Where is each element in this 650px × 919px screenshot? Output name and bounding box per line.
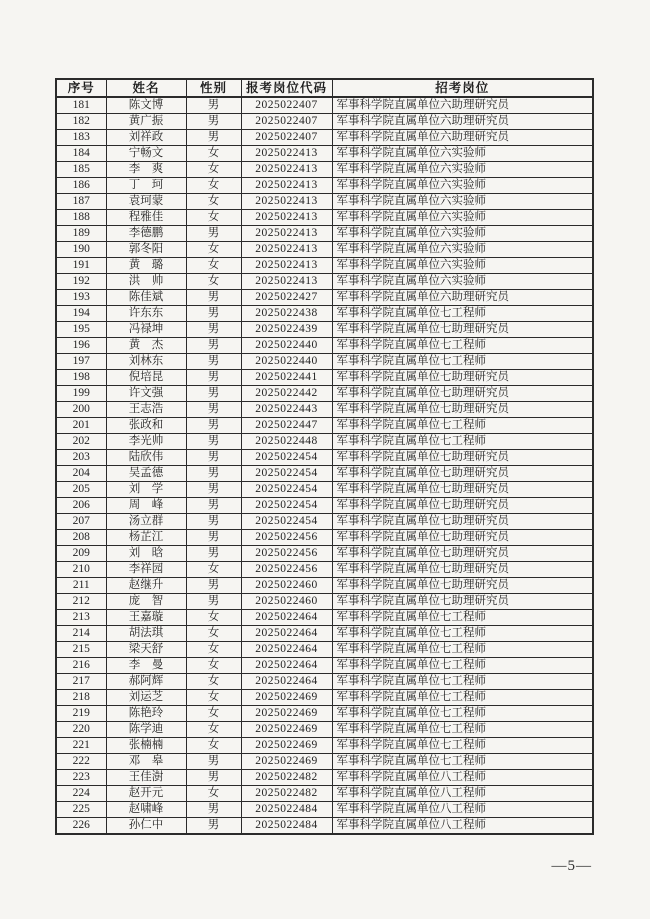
position-cell: 军事科学院直属单位七助理研究员 (332, 594, 593, 610)
table-body (56, 97, 593, 834)
gender-cell: 女 (186, 562, 241, 578)
name-cell: 张政和 (106, 418, 186, 434)
name-cell: 陈文博 (106, 97, 186, 114)
table-row (56, 242, 593, 258)
serial-cell: 219 (56, 706, 106, 722)
code-cell: 2025022413 (241, 178, 332, 194)
position-cell: 军事科学院直属单位七助理研究员 (332, 482, 593, 498)
position-cell: 军事科学院直属单位七工程师 (332, 338, 593, 354)
serial-cell: 188 (56, 210, 106, 226)
code-cell: 2025022454 (241, 514, 332, 530)
code-cell: 2025022439 (241, 322, 332, 338)
code-cell: 2025022469 (241, 690, 332, 706)
name-cell: 陈佳斌 (106, 290, 186, 306)
code-cell: 2025022454 (241, 498, 332, 514)
table-row (56, 194, 593, 210)
gender-cell: 男 (186, 802, 241, 818)
table-row (56, 162, 593, 178)
position-cell: 军事科学院直属单位七工程师 (332, 658, 593, 674)
table-row (56, 290, 593, 306)
name-cell: 李 曼 (106, 658, 186, 674)
position-cell: 军事科学院直属单位七助理研究员 (332, 578, 593, 594)
position-cell: 军事科学院直属单位六助理研究员 (332, 130, 593, 146)
table-row (56, 546, 593, 562)
gender-cell: 男 (186, 754, 241, 770)
table-row (56, 258, 593, 274)
gender-cell: 男 (186, 97, 241, 114)
gender-cell: 男 (186, 498, 241, 514)
table-row (56, 626, 593, 642)
gender-cell: 男 (186, 770, 241, 786)
serial-cell: 220 (56, 722, 106, 738)
gender-cell: 女 (186, 674, 241, 690)
serial-cell: 194 (56, 306, 106, 322)
serial-cell: 185 (56, 162, 106, 178)
position-cell: 军事科学院直属单位八工程师 (332, 786, 593, 802)
serial-cell: 183 (56, 130, 106, 146)
name-cell: 王佳澍 (106, 770, 186, 786)
name-cell: 邓 皋 (106, 754, 186, 770)
serial-cell: 202 (56, 434, 106, 450)
serial-cell: 197 (56, 354, 106, 370)
code-cell: 2025022413 (241, 194, 332, 210)
code-cell: 2025022469 (241, 738, 332, 754)
position-cell: 军事科学院直属单位六助理研究员 (332, 290, 593, 306)
table-header-row (56, 79, 593, 97)
gender-cell: 男 (186, 514, 241, 530)
position-cell: 军事科学院直属单位七工程师 (332, 690, 593, 706)
gender-cell: 女 (186, 722, 241, 738)
code-cell: 2025022454 (241, 466, 332, 482)
code-cell: 2025022464 (241, 642, 332, 658)
serial-cell: 205 (56, 482, 106, 498)
code-cell: 2025022427 (241, 290, 332, 306)
position-cell: 军事科学院直属单位六实验师 (332, 194, 593, 210)
name-cell: 李祥园 (106, 562, 186, 578)
name-cell: 刘祥政 (106, 130, 186, 146)
gender-cell: 男 (186, 450, 241, 466)
position-cell: 军事科学院直属单位七工程师 (332, 674, 593, 690)
table-row (56, 418, 593, 434)
table-row (56, 306, 593, 322)
position-cell: 军事科学院直属单位七助理研究员 (332, 322, 593, 338)
code-cell: 2025022442 (241, 386, 332, 402)
serial-cell: 226 (56, 818, 106, 835)
gender-cell: 男 (186, 354, 241, 370)
gender-cell: 女 (186, 658, 241, 674)
page-number: —5— (551, 858, 592, 874)
gender-cell: 男 (186, 434, 241, 450)
code-cell: 2025022407 (241, 97, 332, 114)
serial-cell: 184 (56, 146, 106, 162)
table-row (56, 722, 593, 738)
table-row (56, 450, 593, 466)
serial-cell: 215 (56, 642, 106, 658)
code-cell: 2025022413 (241, 146, 332, 162)
position-cell: 军事科学院直属单位六实验师 (332, 274, 593, 290)
serial-cell: 203 (56, 450, 106, 466)
position-cell: 军事科学院直属单位七工程师 (332, 626, 593, 642)
gender-cell: 女 (186, 626, 241, 642)
serial-cell: 223 (56, 770, 106, 786)
serial-cell: 186 (56, 178, 106, 194)
table-row (56, 594, 593, 610)
name-cell: 许文强 (106, 386, 186, 402)
table-row (56, 738, 593, 754)
serial-cell: 207 (56, 514, 106, 530)
name-cell: 冯禄坤 (106, 322, 186, 338)
serial-cell: 224 (56, 786, 106, 802)
serial-cell: 217 (56, 674, 106, 690)
name-cell: 刘林东 (106, 354, 186, 370)
gender-cell: 男 (186, 370, 241, 386)
code-cell: 2025022464 (241, 674, 332, 690)
position-cell: 军事科学院直属单位七工程师 (332, 722, 593, 738)
table-row (56, 514, 593, 530)
table-row (56, 754, 593, 770)
table-row (56, 658, 593, 674)
table-row (56, 578, 593, 594)
name-cell: 袁珂蒙 (106, 194, 186, 210)
gender-cell: 男 (186, 466, 241, 482)
table-row (56, 498, 593, 514)
serial-cell: 213 (56, 610, 106, 626)
gender-cell: 男 (186, 418, 241, 434)
table-row (56, 226, 593, 242)
table-row (56, 322, 593, 338)
table-row (56, 786, 593, 802)
gender-cell: 女 (186, 738, 241, 754)
gender-cell: 男 (186, 130, 241, 146)
serial-cell: 196 (56, 338, 106, 354)
position-cell: 军事科学院直属单位七工程师 (332, 642, 593, 658)
code-cell: 2025022413 (241, 162, 332, 178)
position-cell: 军事科学院直属单位八工程师 (332, 770, 593, 786)
code-cell: 2025022469 (241, 706, 332, 722)
serial-cell: 201 (56, 418, 106, 434)
table-row (56, 802, 593, 818)
gender-cell: 女 (186, 690, 241, 706)
name-cell: 赵继升 (106, 578, 186, 594)
gender-cell: 男 (186, 818, 241, 835)
name-cell: 黄 杰 (106, 338, 186, 354)
table-row (56, 210, 593, 226)
name-cell: 刘运芝 (106, 690, 186, 706)
name-cell: 陈艳玲 (106, 706, 186, 722)
position-cell: 军事科学院直属单位七工程师 (332, 354, 593, 370)
code-cell: 2025022438 (241, 306, 332, 322)
name-cell: 周 峰 (106, 498, 186, 514)
serial-cell: 191 (56, 258, 106, 274)
code-cell: 2025022407 (241, 114, 332, 130)
position-cell: 军事科学院直属单位六实验师 (332, 162, 593, 178)
table-row (56, 274, 593, 290)
serial-cell: 208 (56, 530, 106, 546)
serial-cell: 225 (56, 802, 106, 818)
code-cell: 2025022482 (241, 770, 332, 786)
position-cell: 军事科学院直属单位八工程师 (332, 818, 593, 835)
code-cell: 2025022484 (241, 802, 332, 818)
column-header-name: 姓名 (106, 79, 186, 97)
name-cell: 黄 璐 (106, 258, 186, 274)
gender-cell: 男 (186, 546, 241, 562)
serial-cell: 198 (56, 370, 106, 386)
table-row (56, 482, 593, 498)
code-cell: 2025022443 (241, 402, 332, 418)
gender-cell: 男 (186, 114, 241, 130)
position-cell: 军事科学院直属单位七工程师 (332, 610, 593, 626)
position-cell: 军事科学院直属单位六实验师 (332, 242, 593, 258)
gender-cell: 女 (186, 642, 241, 658)
gender-cell: 男 (186, 530, 241, 546)
gender-cell: 女 (186, 242, 241, 258)
code-cell: 2025022456 (241, 562, 332, 578)
position-cell: 军事科学院直属单位七助理研究员 (332, 514, 593, 530)
name-cell: 杨芷江 (106, 530, 186, 546)
position-cell: 军事科学院直属单位七工程师 (332, 754, 593, 770)
gender-cell: 男 (186, 306, 241, 322)
table-row (56, 674, 593, 690)
table-row (56, 386, 593, 402)
serial-cell: 187 (56, 194, 106, 210)
serial-cell: 189 (56, 226, 106, 242)
serial-cell: 181 (56, 97, 106, 114)
serial-cell: 222 (56, 754, 106, 770)
code-cell: 2025022440 (241, 354, 332, 370)
code-cell: 2025022441 (241, 370, 332, 386)
name-cell: 郭冬阳 (106, 242, 186, 258)
name-cell: 宁畅文 (106, 146, 186, 162)
code-cell: 2025022464 (241, 658, 332, 674)
table-row (56, 562, 593, 578)
code-cell: 2025022456 (241, 530, 332, 546)
gender-cell: 男 (186, 402, 241, 418)
gender-cell: 男 (186, 386, 241, 402)
serial-cell: 195 (56, 322, 106, 338)
gender-cell: 男 (186, 322, 241, 338)
table-row (56, 690, 593, 706)
code-cell: 2025022440 (241, 338, 332, 354)
table-row (56, 706, 593, 722)
name-cell: 王志浩 (106, 402, 186, 418)
name-cell: 陈学迪 (106, 722, 186, 738)
position-cell: 军事科学院直属单位六助理研究员 (332, 114, 593, 130)
gender-cell: 男 (186, 594, 241, 610)
name-cell: 许东东 (106, 306, 186, 322)
gender-cell: 女 (186, 162, 241, 178)
gender-cell: 男 (186, 338, 241, 354)
position-cell: 军事科学院直属单位六实验师 (332, 226, 593, 242)
position-cell: 军事科学院直属单位七助理研究员 (332, 450, 593, 466)
gender-cell: 女 (186, 210, 241, 226)
gender-cell: 男 (186, 290, 241, 306)
code-cell: 2025022448 (241, 434, 332, 450)
gender-cell: 女 (186, 194, 241, 210)
position-cell: 军事科学院直属单位七助理研究员 (332, 546, 593, 562)
gender-cell: 女 (186, 610, 241, 626)
serial-cell: 216 (56, 658, 106, 674)
code-cell: 2025022413 (241, 258, 332, 274)
column-header-code: 报考岗位代码 (241, 79, 332, 97)
position-cell: 军事科学院直属单位七工程师 (332, 306, 593, 322)
position-cell: 军事科学院直属单位七助理研究员 (332, 498, 593, 514)
position-cell: 军事科学院直属单位八工程师 (332, 802, 593, 818)
serial-cell: 210 (56, 562, 106, 578)
name-cell: 刘 学 (106, 482, 186, 498)
position-cell: 军事科学院直属单位六实验师 (332, 210, 593, 226)
position-cell: 军事科学院直属单位七助理研究员 (332, 562, 593, 578)
table-row (56, 466, 593, 482)
code-cell: 2025022464 (241, 610, 332, 626)
gender-cell: 女 (186, 178, 241, 194)
position-cell: 军事科学院直属单位七工程师 (332, 418, 593, 434)
code-cell: 2025022484 (241, 818, 332, 835)
gender-cell: 男 (186, 482, 241, 498)
position-cell: 军事科学院直属单位七助理研究员 (332, 386, 593, 402)
position-cell: 军事科学院直属单位七工程师 (332, 706, 593, 722)
name-cell: 郝阿辉 (106, 674, 186, 690)
gender-cell: 女 (186, 258, 241, 274)
serial-cell: 209 (56, 546, 106, 562)
name-cell: 刘 晗 (106, 546, 186, 562)
table-row (56, 178, 593, 194)
serial-cell: 212 (56, 594, 106, 610)
position-cell: 军事科学院直属单位七工程师 (332, 434, 593, 450)
code-cell: 2025022413 (241, 226, 332, 242)
applicants-table (55, 78, 594, 835)
code-cell: 2025022482 (241, 786, 332, 802)
position-cell: 军事科学院直属单位七助理研究员 (332, 530, 593, 546)
table-row (56, 530, 593, 546)
gender-cell: 女 (186, 146, 241, 162)
serial-cell: 182 (56, 114, 106, 130)
serial-cell: 192 (56, 274, 106, 290)
serial-cell: 206 (56, 498, 106, 514)
code-cell: 2025022469 (241, 754, 332, 770)
gender-cell: 男 (186, 578, 241, 594)
serial-cell: 199 (56, 386, 106, 402)
name-cell: 洪 帅 (106, 274, 186, 290)
name-cell: 丁 珂 (106, 178, 186, 194)
serial-cell: 211 (56, 578, 106, 594)
table-row (56, 818, 593, 835)
gender-cell: 女 (186, 706, 241, 722)
name-cell: 赵开元 (106, 786, 186, 802)
table-row (56, 434, 593, 450)
code-cell: 2025022454 (241, 482, 332, 498)
position-cell: 军事科学院直属单位六实验师 (332, 146, 593, 162)
serial-cell: 193 (56, 290, 106, 306)
position-cell: 军事科学院直属单位六助理研究员 (332, 97, 593, 114)
code-cell: 2025022407 (241, 130, 332, 146)
table-row (56, 338, 593, 354)
table-row (56, 146, 593, 162)
code-cell: 2025022454 (241, 450, 332, 466)
name-cell: 梁天舒 (106, 642, 186, 658)
serial-cell: 200 (56, 402, 106, 418)
position-cell: 军事科学院直属单位七工程师 (332, 738, 593, 754)
table-row (56, 770, 593, 786)
column-header-position: 招考岗位 (332, 79, 593, 97)
name-cell: 张楠楠 (106, 738, 186, 754)
code-cell: 2025022447 (241, 418, 332, 434)
name-cell: 庞 智 (106, 594, 186, 610)
name-cell: 胡法琪 (106, 626, 186, 642)
name-cell: 黄广振 (106, 114, 186, 130)
table-row (56, 114, 593, 130)
table-row (56, 610, 593, 626)
name-cell: 李光帅 (106, 434, 186, 450)
table-row (56, 642, 593, 658)
gender-cell: 女 (186, 274, 241, 290)
serial-cell: 218 (56, 690, 106, 706)
serial-cell: 204 (56, 466, 106, 482)
table-row (56, 354, 593, 370)
table-row (56, 402, 593, 418)
position-cell: 军事科学院直属单位六实验师 (332, 258, 593, 274)
serial-cell: 190 (56, 242, 106, 258)
column-header-gender: 性别 (186, 79, 241, 97)
name-cell: 孙仁中 (106, 818, 186, 835)
position-cell: 军事科学院直属单位七助理研究员 (332, 402, 593, 418)
code-cell: 2025022413 (241, 242, 332, 258)
gender-cell: 女 (186, 786, 241, 802)
name-cell: 倪培昆 (106, 370, 186, 386)
name-cell: 李德鹏 (106, 226, 186, 242)
code-cell: 2025022413 (241, 274, 332, 290)
serial-cell: 221 (56, 738, 106, 754)
name-cell: 吴孟德 (106, 466, 186, 482)
position-cell: 军事科学院直属单位七助理研究员 (332, 370, 593, 386)
code-cell: 2025022464 (241, 626, 332, 642)
code-cell: 2025022460 (241, 594, 332, 610)
name-cell: 李 爽 (106, 162, 186, 178)
serial-cell: 214 (56, 626, 106, 642)
name-cell: 汤立群 (106, 514, 186, 530)
name-cell: 程雅佳 (106, 210, 186, 226)
position-cell: 军事科学院直属单位六实验师 (332, 178, 593, 194)
table-row (56, 97, 593, 114)
table-row (56, 370, 593, 386)
column-header-serial: 序号 (56, 79, 106, 97)
gender-cell: 男 (186, 226, 241, 242)
code-cell: 2025022460 (241, 578, 332, 594)
code-cell: 2025022469 (241, 722, 332, 738)
position-cell: 军事科学院直属单位七助理研究员 (332, 466, 593, 482)
code-cell: 2025022413 (241, 210, 332, 226)
code-cell: 2025022456 (241, 546, 332, 562)
name-cell: 王嘉璇 (106, 610, 186, 626)
name-cell: 陆欣伟 (106, 450, 186, 466)
name-cell: 赵啸峰 (106, 802, 186, 818)
table-row (56, 130, 593, 146)
